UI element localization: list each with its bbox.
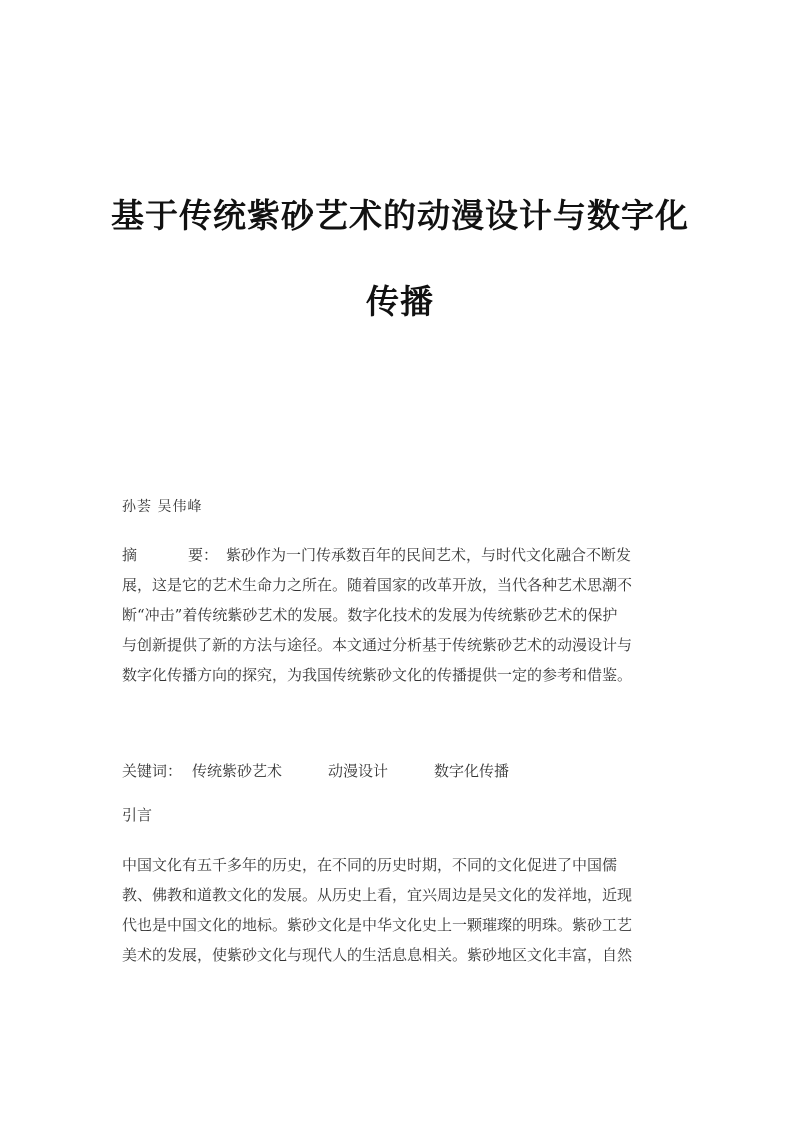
abstract-line-1 xyxy=(122,540,682,570)
abstract-label-char-2: 要： xyxy=(188,546,219,564)
authors: 孙荟 吴伟峰 xyxy=(122,499,203,515)
abstract xyxy=(122,540,682,690)
paper-title-line-1: 基于传统紫砂艺术的动漫设计与数字化 xyxy=(111,196,689,235)
body-text-line: 中国文化有五千多年的历史，在不同的历史时期，不同的文化促进了中国儒 xyxy=(122,856,618,874)
paper-title-line-2: 传播 xyxy=(366,282,434,321)
keyword-item: 数字化传播 xyxy=(434,762,510,780)
section-heading-intro: 引言 xyxy=(122,806,153,824)
keyword-item: 传统紫砂艺术 xyxy=(192,762,283,780)
abstract-text-line: 展，这是它的艺术生命力之所在。随着国家的改革开放，当代各种艺术思潮不 xyxy=(122,576,633,594)
abstract-text-line: 紫砂作为一门传承数百年的民间艺术，与时代文化融合不断发 xyxy=(226,546,632,564)
intro-body xyxy=(122,850,682,970)
keyword-item: 动漫设计 xyxy=(328,762,389,780)
keywords-label: 关键词： xyxy=(122,762,183,780)
body-text-line: 代也是中国文化的地标。紫砂文化是中华文化史上一颗璀璨的明珠。紫砂工艺 xyxy=(122,916,633,934)
abstract-text-line: 断“冲击”着传统紫砂艺术的发展。数字化技术的发展为传统紫砂艺术的保护 xyxy=(122,606,618,624)
body-text-line: 美术的发展，使紫砂文化与现代人的生活息息相关。紫砂地区文化丰富，自然 xyxy=(122,946,633,964)
abstract-text-line: 数字化传播方向的探究，为我国传统紫砂文化的传播提供一定的参考和借鉴。 xyxy=(122,666,633,684)
abstract-text-line: 与创新提供了新的方法与途径。本文通过分析基于传统紫砂艺术的动漫设计与 xyxy=(122,636,633,654)
keywords xyxy=(122,760,509,781)
abstract-label xyxy=(122,540,226,570)
body-text-line: 教、佛教和道教文化的发展。从历史上看，宜兴周边是吴文化的发祥地，近现 xyxy=(122,886,633,904)
abstract-label-char-1: 摘 xyxy=(122,546,138,564)
